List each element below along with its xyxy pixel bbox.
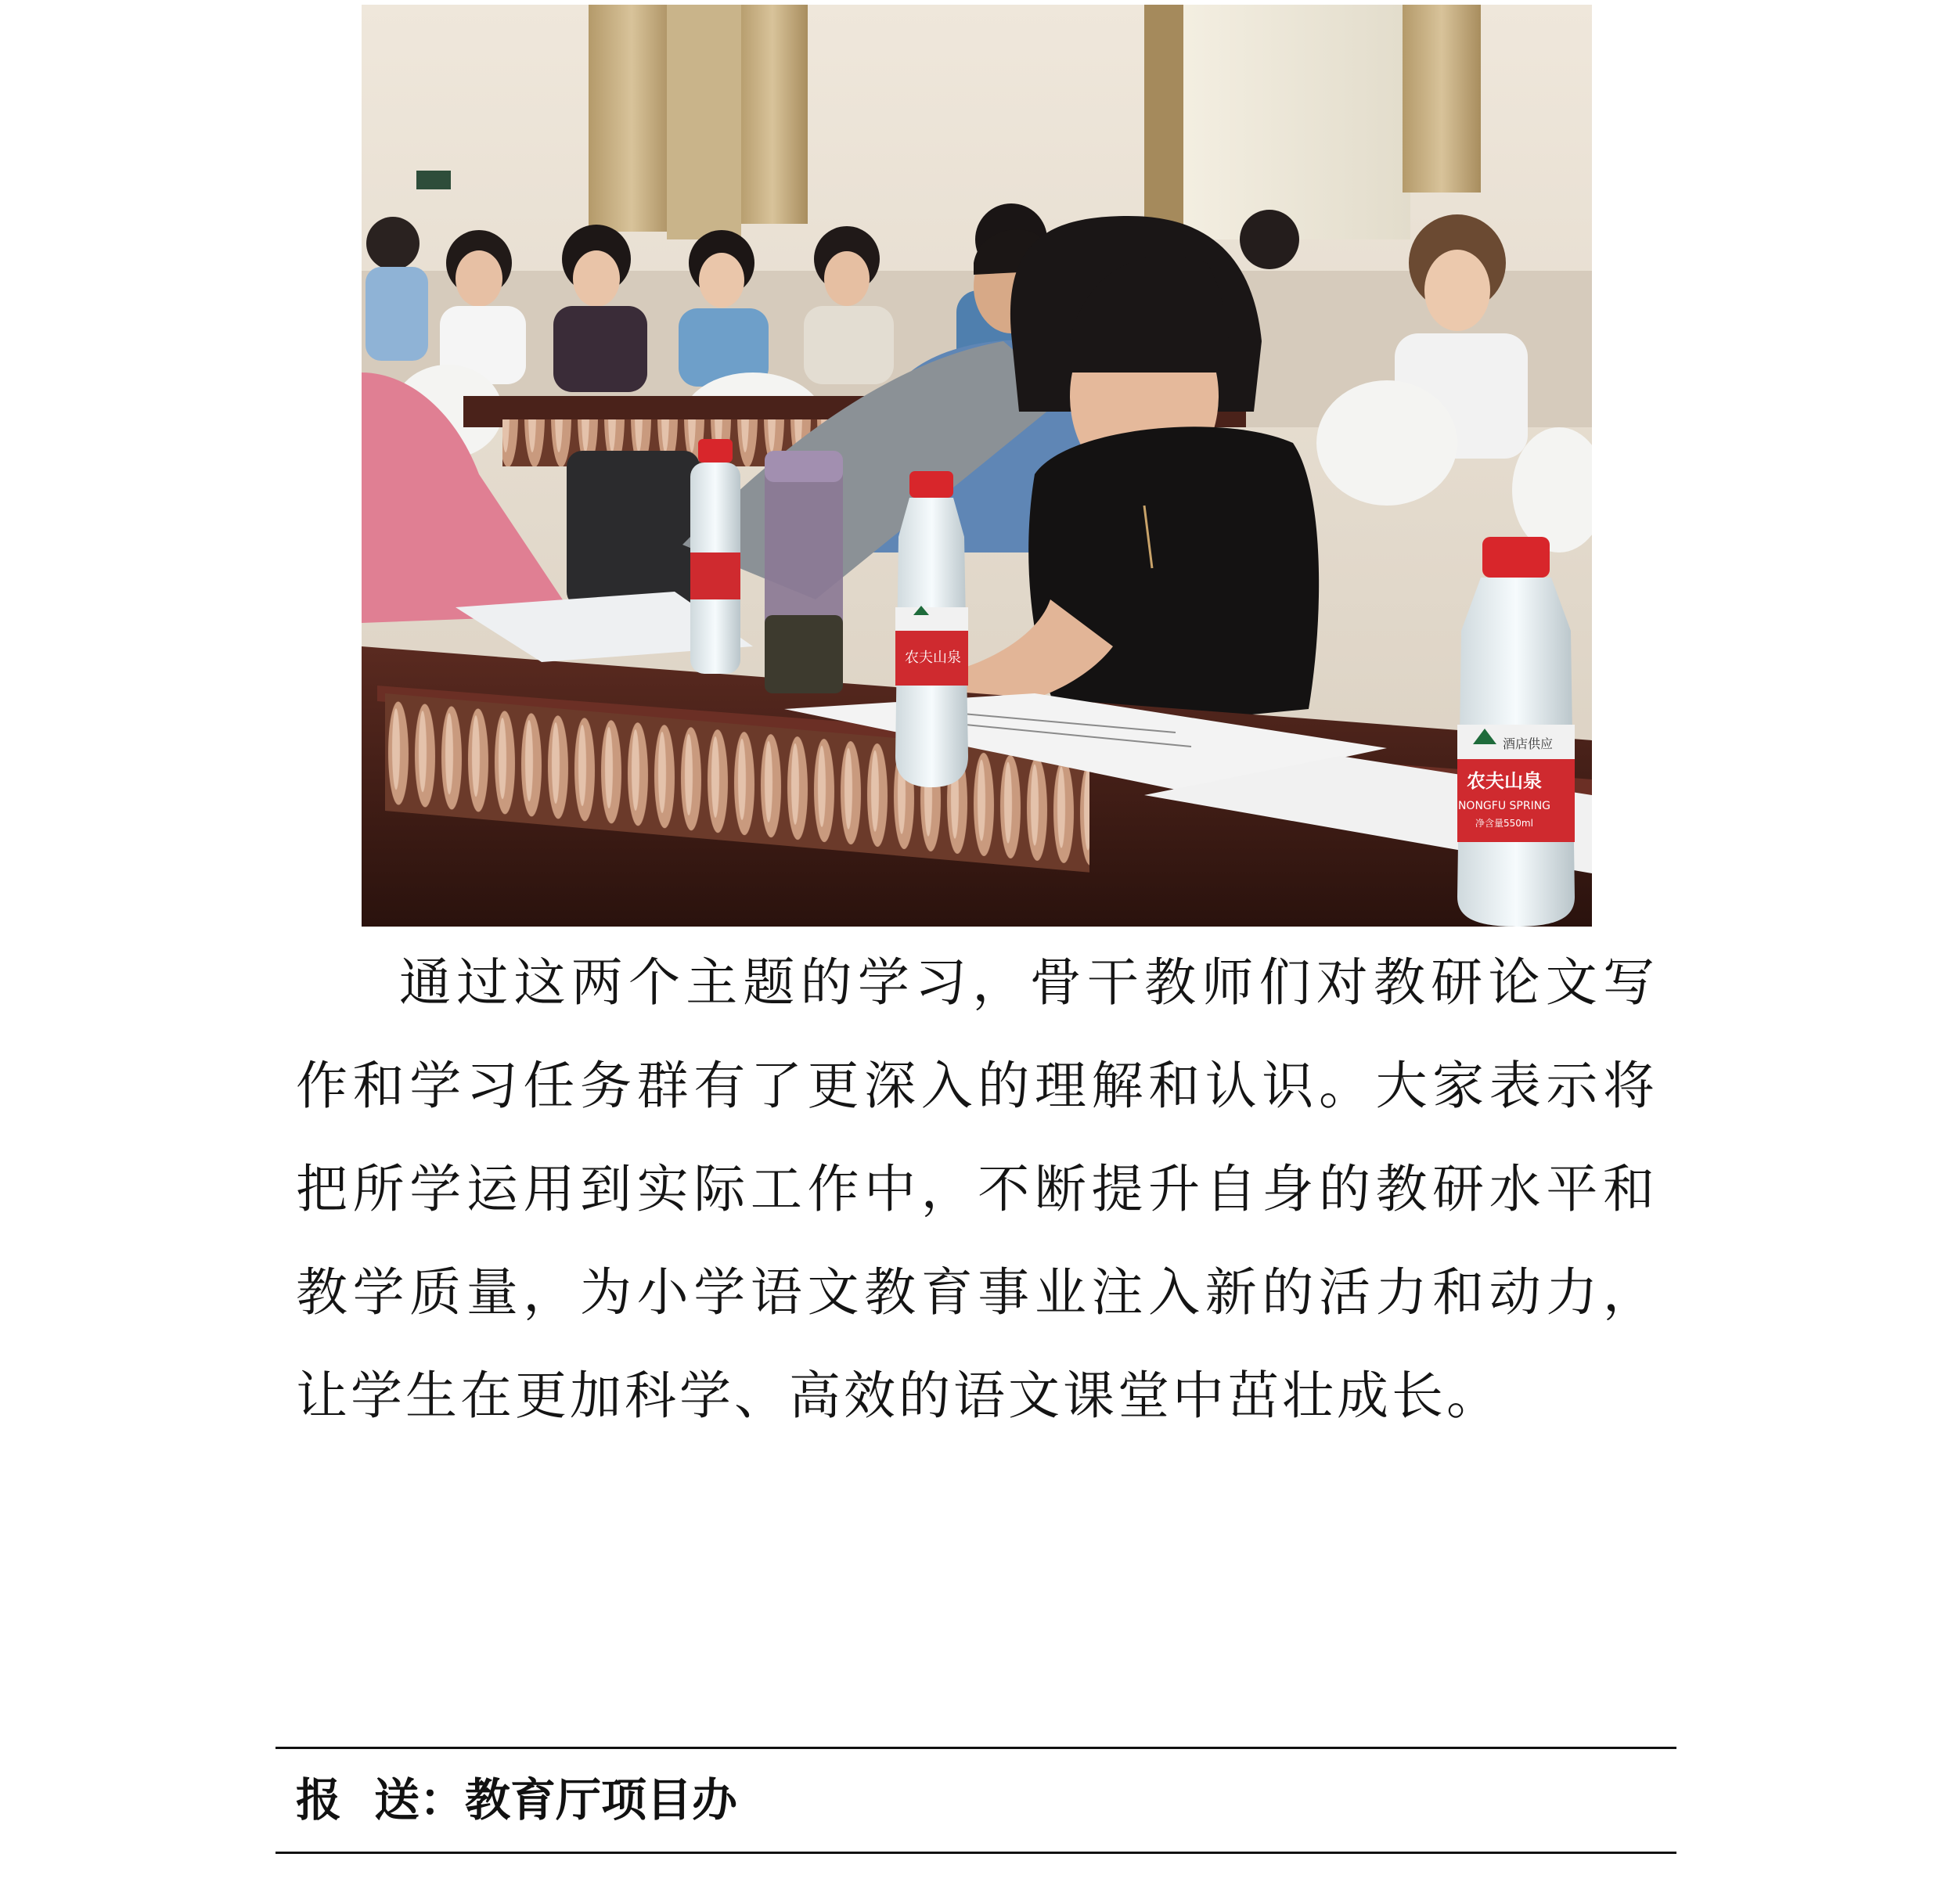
bottle-brand-en: NONGFU SPRING	[1457, 800, 1551, 812]
bottle-hotel-label: 酒店供应	[1502, 736, 1554, 751]
distribution-label-second: 送：	[374, 1773, 466, 1827]
water-bottle-right	[1457, 537, 1575, 927]
distribution-label-first: 报	[296, 1773, 342, 1827]
footer-rule-bottom	[275, 1852, 1676, 1854]
bottle-brand-right: 农夫山泉	[1467, 770, 1542, 792]
bottle-volume: 净含量550ml	[1475, 818, 1533, 829]
bottle-brand-middle: 农夫山泉	[905, 650, 961, 666]
footer-rule-top	[275, 1747, 1676, 1749]
purple-tumbler	[765, 451, 843, 693]
black-bag	[567, 451, 700, 607]
distribution-recipient: 教育厅项目办	[465, 1773, 738, 1827]
body-paragraph: 通过这两个主题的学习，骨干教师们对教研论文写作和学习任务群有了更深入的理解和认识。大家表示将把所学运用到实际工作中，不断提升自身的教研水平和教学质量，为小学语文教育事业注入新的活力和动力，让学生在更加科学、高效的语文课堂中茁壮成长。	[296, 952, 1658, 1426]
exit-sign	[416, 171, 451, 189]
water-bottle-small	[690, 439, 740, 674]
distribution-line	[296, 1770, 737, 1830]
conference-photo	[362, 5, 1592, 927]
water-bottle-middle	[895, 471, 968, 787]
